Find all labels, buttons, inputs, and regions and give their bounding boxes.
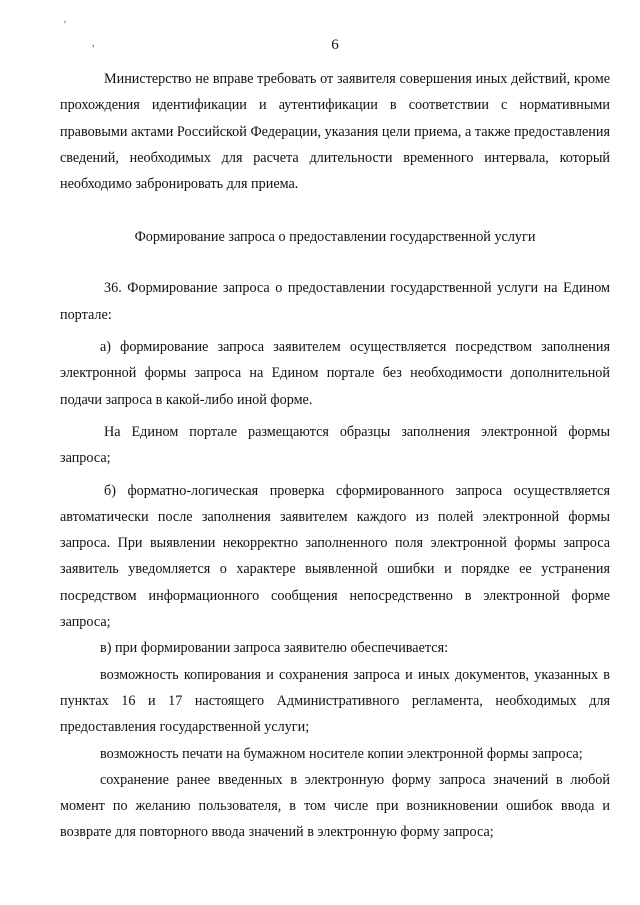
paragraph: а) формирование запроса заявителем осуществляется посредством заполнения электронной формы запроса на Едином портале без необходимости дополнительной подачи запроса в какой-либо иной форме.	[60, 339, 610, 408]
paragraph: возможность копирования и сохранения запроса и иных документов, указанных в пунктах 16 и 17 настоящего Административного регламента, необходимых для предоставления государственной услуги;	[60, 666, 610, 736]
section-heading: Формирование запроса о предоставлении государственной услуги	[134, 229, 536, 246]
paragraph: Министерство не вправе требовать от заявителя совершения иных действий, кроме прохождения идентификации и аутентификации в соответствии с нормативными правовыми актами Российской Федерации, указания цели приема, а также предоставления сведений, необходимых для расчета длительности временного интервала, который необходимо забронировать для приема.	[60, 71, 610, 193]
body-block	[60, 275, 610, 845]
paragraph: б) форматно-логическая проверка сформированного запроса осуществляется автоматически после заполнения заявителем каждого из полей электронной формы запроса. При выявлении некорректно заполненного поля электронной формы запроса заявитель уведомляется о характере выявленной ошибки и порядке ее устранения посредством информационного сообщения непосредственно в электронной форме запроса;	[60, 482, 610, 631]
paragraph: 36. Формирование запроса о предоставлении государственной услуги на Едином портале:	[60, 280, 610, 323]
paragraph: сохранение ранее введенных в электронную форму запроса значений в любой момент по желанию пользователя, в том числе при возникновении ошибок ввода и возврате для повторного ввода значений в электронную форму запроса;	[60, 771, 610, 841]
paragraph: возможность печати на бумажном носителе копии электронной формы запроса;	[100, 745, 583, 762]
paragraph: На Едином портале размещаются образцы заполнения электронной формы запроса;	[60, 423, 610, 467]
scan-mark: ,	[92, 38, 95, 49]
intro-block	[60, 66, 610, 197]
page-number: 6	[331, 37, 339, 53]
paragraph: в) при формировании запроса заявителю обеспечивается:	[100, 640, 449, 657]
scan-mark: '	[64, 20, 66, 31]
